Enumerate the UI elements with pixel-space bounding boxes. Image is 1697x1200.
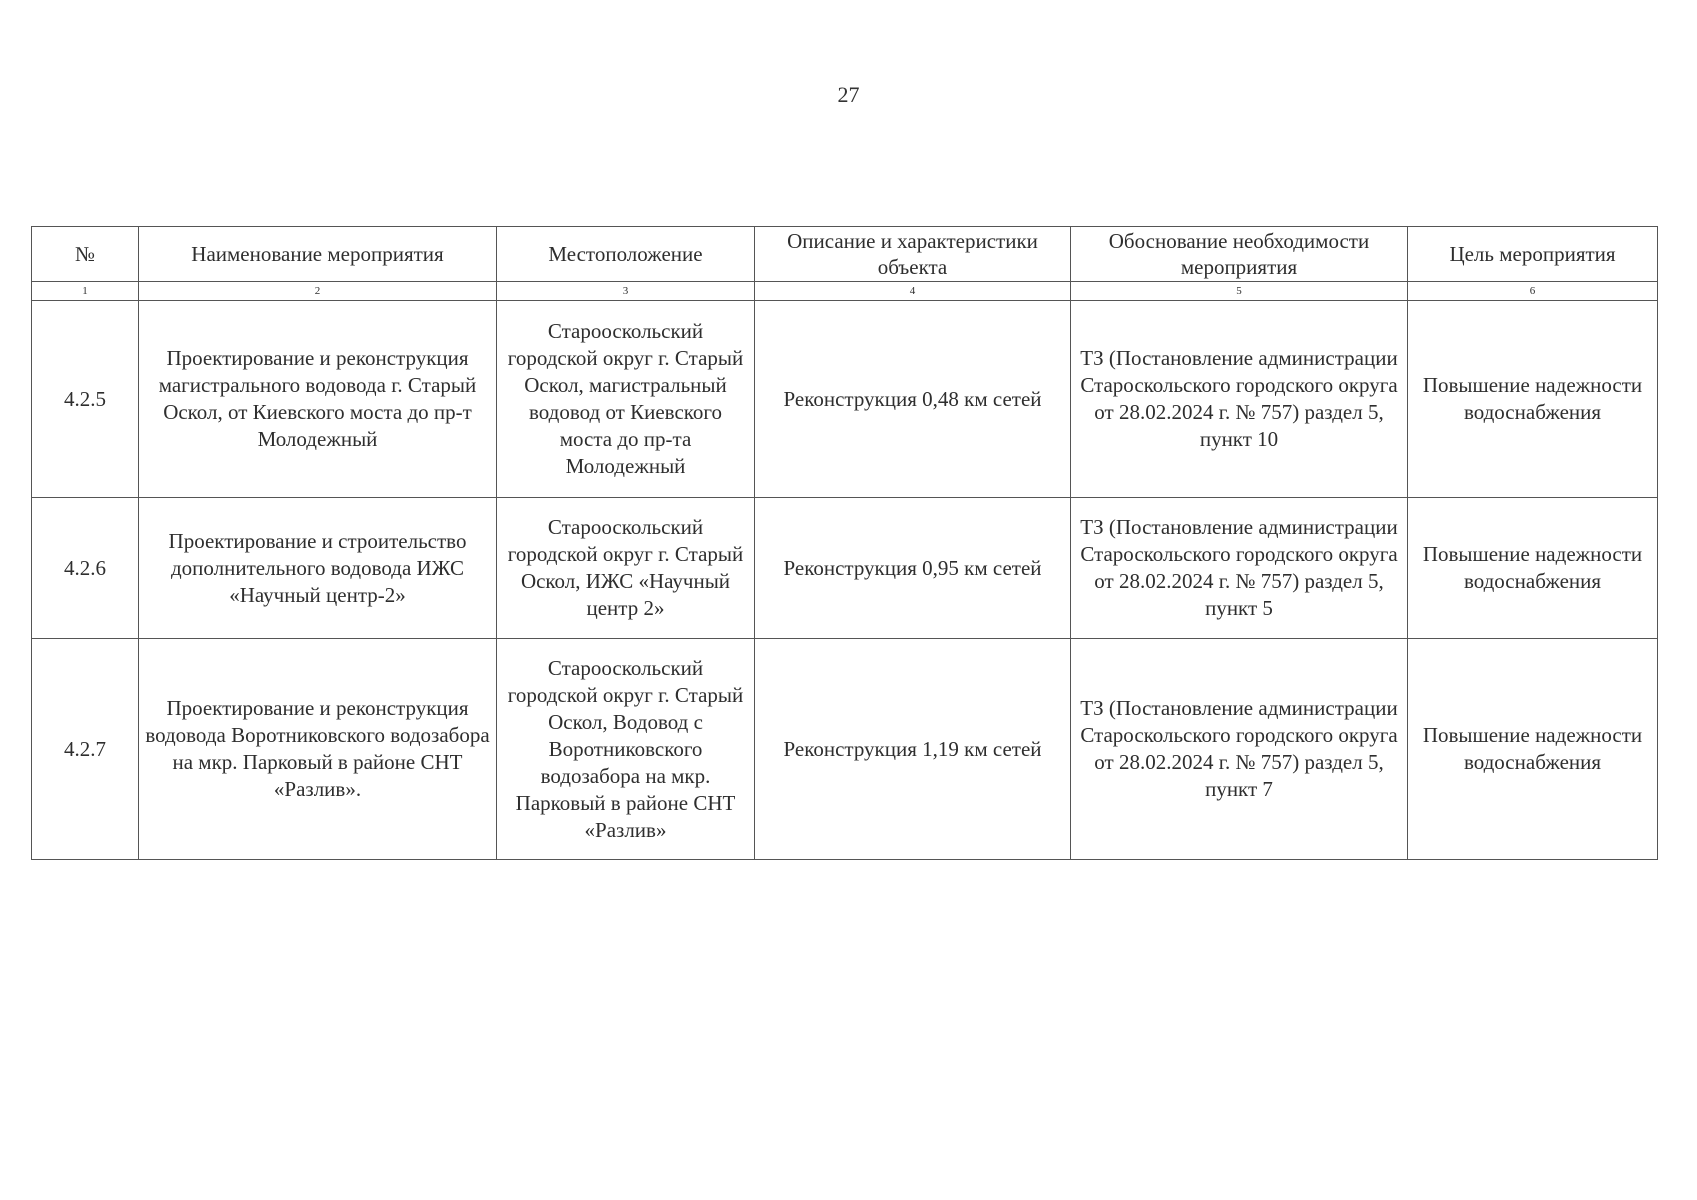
measure-justification: ТЗ (Постановление администрации Староскольского городского округа от 28.02.2024 г. № 757) раздел 5, пункт 5 <box>1071 498 1408 639</box>
header-justification: Обоснование необходимости мероприятия <box>1071 227 1408 282</box>
column-number: 1 <box>32 282 139 301</box>
column-number-row <box>32 282 1658 301</box>
measure-description: Реконструкция 0,48 км сетей <box>755 301 1071 498</box>
page-number: 27 <box>837 82 860 107</box>
measure-goal: Повышение надежности водоснабжения <box>1408 639 1658 860</box>
measure-goal: Повышение надежности водоснабжения <box>1408 301 1658 498</box>
header-goal: Цель мероприятия <box>1408 227 1658 282</box>
measure-name: Проектирование и строительство дополнительного водовода ИЖС «Научный центр-2» <box>139 498 497 639</box>
measure-justification: ТЗ (Постановление администрации Староскольского городского округа от 28.02.2024 г. № 757) раздел 5, пункт 10 <box>1071 301 1408 498</box>
header-description: Описание и характеристики объекта <box>755 227 1071 282</box>
measure-name: Проектирование и реконструкция водовода Воротниковского водозабора на мкр. Парковый в районе СНТ «Разлив». <box>139 639 497 860</box>
row-number: 4.2.6 <box>32 498 139 639</box>
header-measure-name: Наименование мероприятия <box>139 227 497 282</box>
header-location: Местоположение <box>497 227 755 282</box>
table-row <box>32 498 1658 639</box>
row-number: 4.2.5 <box>32 301 139 498</box>
measure-justification: ТЗ (Постановление администрации Староскольского городского округа от 28.02.2024 г. № 757) раздел 5, пункт 7 <box>1071 639 1408 860</box>
measures-table <box>31 226 1658 860</box>
measure-location: Старооскольский городской округ г. Старый Оскол, Водовод с Воротниковского водозабора на мкр. Парковый в районе СНТ «Разлив» <box>497 639 755 860</box>
measure-description: Реконструкция 1,19 км сетей <box>755 639 1071 860</box>
table-header-row <box>32 227 1658 282</box>
measure-location: Старооскольский городской округ г. Старый Оскол, ИЖС «Научный центр 2» <box>497 498 755 639</box>
column-number: 6 <box>1408 282 1658 301</box>
measure-goal: Повышение надежности водоснабжения <box>1408 498 1658 639</box>
column-number: 4 <box>755 282 1071 301</box>
column-number: 5 <box>1071 282 1408 301</box>
header-number: № <box>32 227 139 282</box>
measure-location: Старооскольский городской округ г. Старый Оскол, магистральный водовод от Киевского моста до пр-та Молодежный <box>497 301 755 498</box>
measure-description: Реконструкция 0,95 км сетей <box>755 498 1071 639</box>
table-row <box>32 301 1658 498</box>
measure-name: Проектирование и реконструкция магистрального водовода г. Старый Оскол, от Киевского моста до пр-т Молодежный <box>139 301 497 498</box>
row-number: 4.2.7 <box>32 639 139 860</box>
column-number: 2 <box>139 282 497 301</box>
column-number: 3 <box>497 282 755 301</box>
table-row <box>32 639 1658 860</box>
